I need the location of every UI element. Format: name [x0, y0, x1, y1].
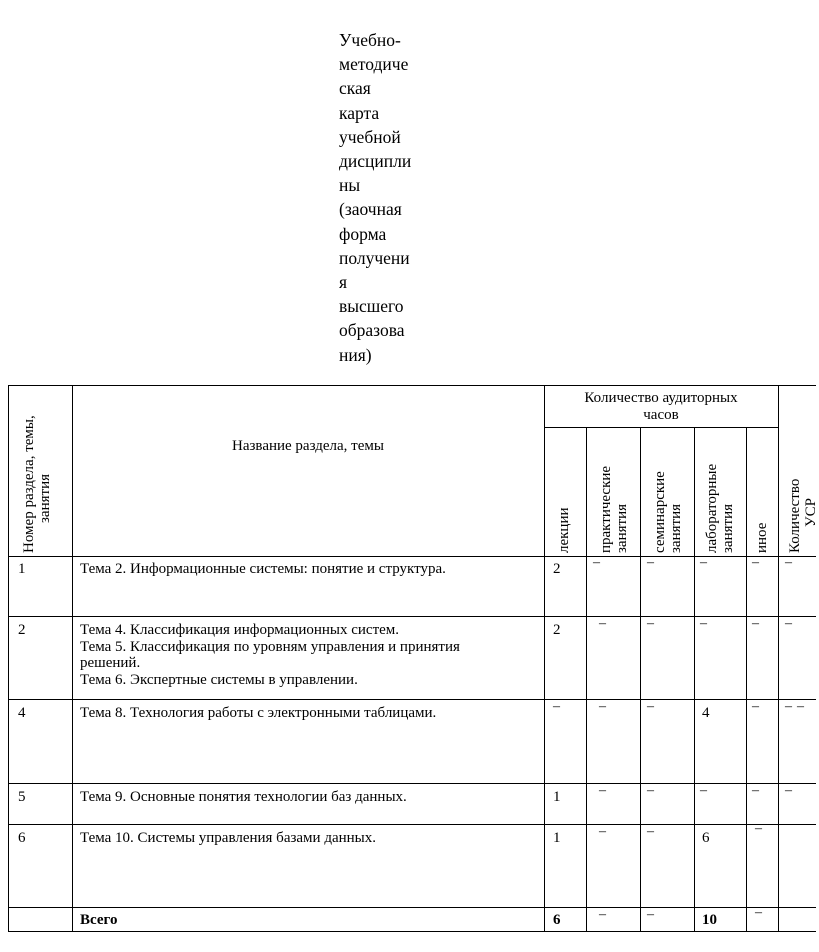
row-lectures: 1 [553, 789, 561, 805]
title-line: высшего [339, 296, 404, 317]
dash: – [599, 824, 606, 839]
dash: – [700, 616, 707, 631]
dash: – [647, 616, 654, 631]
total-label: Всего [80, 912, 118, 928]
header-aud-hours: Количество аудиторных часов [584, 390, 738, 423]
title-line: получени [339, 247, 410, 268]
row-lectures: 2 [553, 622, 561, 638]
dash: – [785, 616, 792, 631]
row-number: 5 [18, 789, 26, 805]
row-topics: Тема 10. Системы управления базами данных. [80, 830, 377, 846]
dash: – [755, 905, 762, 920]
header-practical: практические занятия [598, 465, 630, 553]
row-number: 2 [18, 622, 26, 638]
title-line: (заочная [339, 199, 402, 220]
title-line: Учебно- [339, 30, 401, 50]
dash: – [752, 783, 759, 798]
dash: – [599, 699, 606, 714]
dash: – [797, 699, 804, 714]
row-number: 4 [18, 705, 26, 721]
title-line: ская [339, 78, 371, 99]
total-lectures: 6 [553, 912, 561, 928]
header-name: Название раздела, темы [232, 438, 384, 454]
dash: – [593, 555, 600, 570]
row-number: 1 [18, 561, 26, 577]
dash: – [752, 555, 759, 570]
dash: – [752, 699, 759, 714]
dash: – [785, 699, 792, 714]
dash: – [599, 616, 606, 631]
row-lab: 4 [702, 705, 710, 721]
dash: – [599, 783, 606, 798]
dash: – [599, 907, 606, 922]
row-topics: Тема 4. Классификация информационных систем. Тема 5. Классификация по уровням управления и принятия решений. Тема 6. Экспертные системы в управлении. [80, 622, 460, 688]
dash: – [700, 555, 707, 570]
header-number: Номер раздела, темы, занятия [21, 415, 53, 553]
header-seminar: семинарские занятия [652, 471, 684, 553]
row-topics: Тема 9. Основные понятия технологии баз данных. [80, 789, 407, 805]
row-number: 6 [18, 830, 26, 846]
dash: – [647, 907, 654, 922]
dash: – [752, 616, 759, 631]
row-topics: Тема 2. Информационные системы: понятие и структура. [80, 561, 446, 577]
title-line: карта [339, 102, 380, 123]
header-lectures: лекции [556, 507, 572, 553]
title-line: учебной [339, 126, 401, 147]
title-line: дисципли [339, 151, 412, 172]
dash: – [700, 783, 707, 798]
dash: – [647, 824, 654, 839]
header-other: иное [754, 522, 770, 553]
dash: – [785, 783, 792, 798]
title-line: ны [339, 175, 361, 196]
row-lab: 6 [702, 830, 710, 846]
dash: – [785, 555, 792, 570]
header-usr: Количество УСР [787, 478, 819, 553]
title-line: методиче [339, 54, 409, 75]
title-line: форма [339, 223, 387, 244]
title-line: я [339, 272, 348, 293]
total-lab: 10 [702, 912, 717, 928]
dash: – [647, 783, 654, 798]
dash: – [647, 555, 654, 570]
dash: – [755, 821, 762, 836]
dash: – [553, 699, 560, 714]
dash: – [647, 699, 654, 714]
document-title [339, 28, 435, 367]
title-line: образова [339, 320, 405, 341]
row-topics: Тема 8. Технология работы с электронными таблицами. [80, 705, 437, 721]
row-lectures: 2 [553, 561, 561, 577]
header-lab: лабораторные занятия [704, 463, 736, 553]
row-lectures: 1 [553, 830, 561, 846]
title-line: ния) [339, 344, 372, 365]
